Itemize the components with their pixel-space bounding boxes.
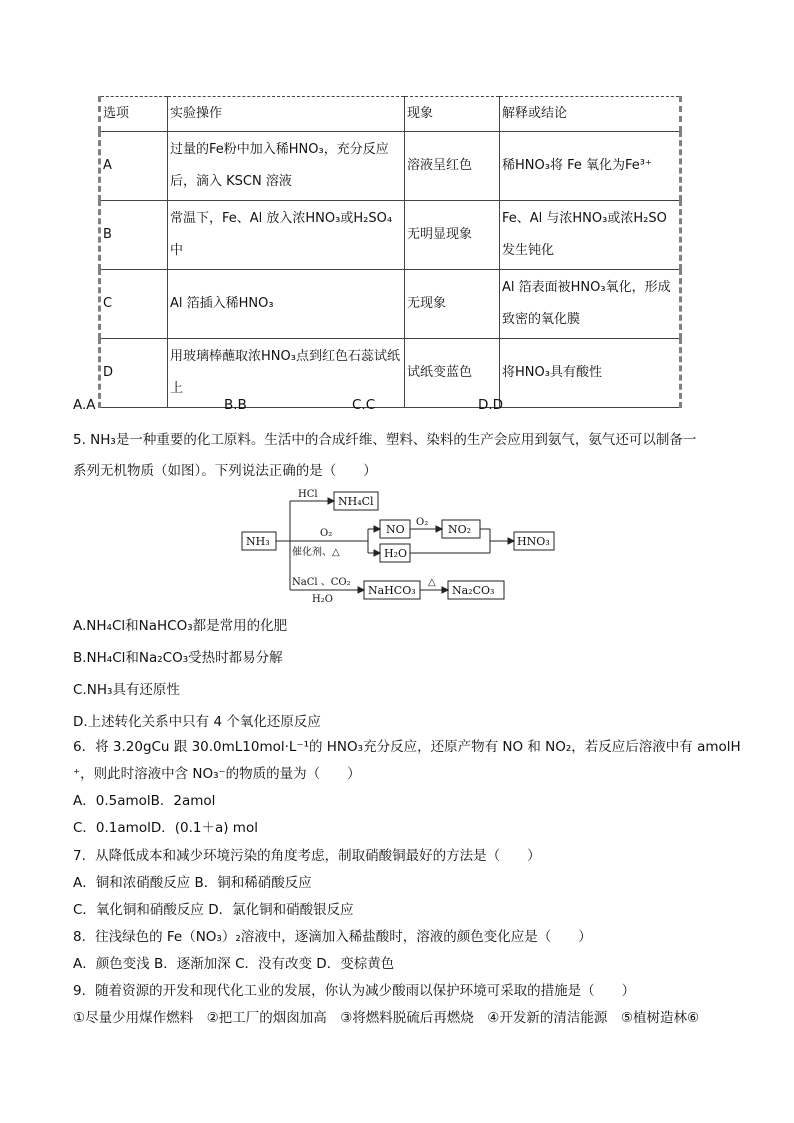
row-operation: 过量的Fe粉中加入稀HNO₃，充分反应后，滴入 KSCN 溶液 (168, 132, 405, 201)
row-option: D (100, 339, 168, 408)
nahco3-label: NaHCO₃ (368, 584, 416, 597)
row-conclusion: 将HNO₃具有酸性 (500, 339, 681, 408)
na2co3-label: Na₂CO₃ (452, 584, 495, 597)
hno3-label: HNO₃ (517, 535, 550, 548)
q5-stem-line1: 5. NH₃是一种重要的化工原料。生活中的合成纤维、塑料、染料的生产会应用到氨气，氨气还可以制备一 (73, 432, 697, 448)
header-phenomenon: 现象 (405, 97, 500, 132)
header-operation: 实验操作 (168, 97, 405, 132)
row-operation: 常温下，Fe、Al 放入浓HNO₃或H₂SO₄中 (168, 201, 405, 270)
row-phenomenon: 试纸变蓝色 (405, 339, 500, 408)
q6-stem-line1: 6．将 3.20gCu 跟 30.0mL10mol·L⁻¹的 HNO₃充分反应，还原产物有 NO 和 NO₂，若反应后溶液中有 amolH (73, 739, 741, 755)
q8-stem: 8．往浅绿色的 Fe（NO₃）₂溶液中，逐滴加入稀盐酸时，溶液的颜色变化应是（ ） (73, 929, 592, 945)
row-conclusion: 稀HNO₃将 Fe 氧化为Fe³⁺ (500, 132, 681, 201)
row-phenomenon: 无明显现象 (405, 201, 500, 270)
q4-choice-d[interactable]: D.D (478, 397, 504, 413)
row-conclusion: Fe、Al 与浓HNO₃或浓H₂SO发生钝化 (500, 201, 681, 270)
q4-choice-b[interactable]: B.B (224, 397, 247, 413)
q7-options-ab[interactable]: A．铜和浓硝酸反应 B．铜和稀硝酸反应 (73, 875, 312, 891)
header-option: 选项 (100, 97, 168, 132)
row-option: B (100, 201, 168, 270)
nh3-label: NH₃ (246, 535, 270, 548)
q5-option-a[interactable]: A.NH₄Cl和NaHCO₃都是常用的化肥 (73, 618, 288, 634)
q6-options-cd[interactable]: C．0.1amolD．(0.1＋a) mol (73, 820, 258, 836)
h2o-label: H₂O (384, 547, 408, 560)
row-option: C (100, 270, 168, 339)
q9-measures: ①尽量少用煤作燃料 ②把工厂的烟囱加高 ③将燃料脱硫后再燃烧 ④开发新的清洁能源 ⑤植树造林⑥ (73, 1010, 700, 1026)
q4-choice-c[interactable]: C.C (352, 397, 376, 413)
no-label: NO (386, 523, 405, 536)
row-option: A (100, 132, 168, 201)
q6-stem-line2: ⁺，则此时溶液中含 NO₃⁻的物质的量为（ ） (73, 766, 361, 782)
hcl-label: HCl (298, 489, 318, 500)
nh3-conversion-diagram (240, 484, 560, 604)
nh4cl-label: NH₄Cl (338, 495, 374, 508)
q7-options-cd[interactable]: C．氧化铜和硝酸反应 D．氯化铜和硝酸银反应 (73, 902, 354, 918)
table-row (100, 132, 681, 201)
row-conclusion: Al 箔表面被HNO₃氧化，形成致密的氧化膜 (500, 270, 681, 339)
row-phenomenon: 无现象 (405, 270, 500, 339)
q4-table (98, 96, 682, 408)
row-operation: Al 箔插入稀HNO₃ (168, 270, 405, 339)
table-header-row (100, 97, 681, 132)
h2o-label-2: H₂O (312, 594, 333, 604)
no2-label: NO₂ (448, 523, 472, 536)
q5-option-c[interactable]: C.NH₃具有还原性 (73, 682, 180, 698)
q5-option-d[interactable]: D.上述转化关系中只有 4 个氧化还原反应 (73, 714, 321, 730)
nacl-co2-label: NaCl 、CO₂ (292, 577, 351, 588)
q9-stem: 9．随着资源的开发和现代化工业的发展，你认为减少酸雨以保护环境可采取的措施是（ ） (73, 983, 636, 999)
q7-stem: 7．从降低成本和减少环境污染的角度考虑，制取硝酸铜最好的方法是（ ） (73, 848, 541, 864)
row-phenomenon: 溶液呈红色 (405, 132, 500, 201)
q8-options[interactable]: A．颜色变浅 B．逐渐加深 C．没有改变 D．变棕黄色 (73, 956, 395, 972)
o2-label: O₂ (320, 528, 333, 539)
row-operation: 用玻璃棒蘸取浓HNO₃点到红色石蕊试纸上 (168, 339, 405, 408)
catalyst-label: 催化剂、△ (292, 547, 340, 558)
o2-label-2: O₂ (416, 517, 429, 528)
table-row (100, 201, 681, 270)
table-row (100, 270, 681, 339)
q5-stem-line2: 系列无机物质（如图）。下列说法正确的是（ ） (73, 463, 377, 479)
table-row (100, 339, 681, 408)
header-conclusion: 解释或结论 (500, 97, 681, 132)
q4-choice-a[interactable]: A.A (73, 397, 96, 413)
q5-option-b[interactable]: B.NH₄Cl和Na₂CO₃受热时都易分解 (73, 650, 283, 666)
heat-label: △ (428, 577, 436, 588)
q6-options-ab[interactable]: A．0.5amolB．2amol (73, 793, 216, 809)
